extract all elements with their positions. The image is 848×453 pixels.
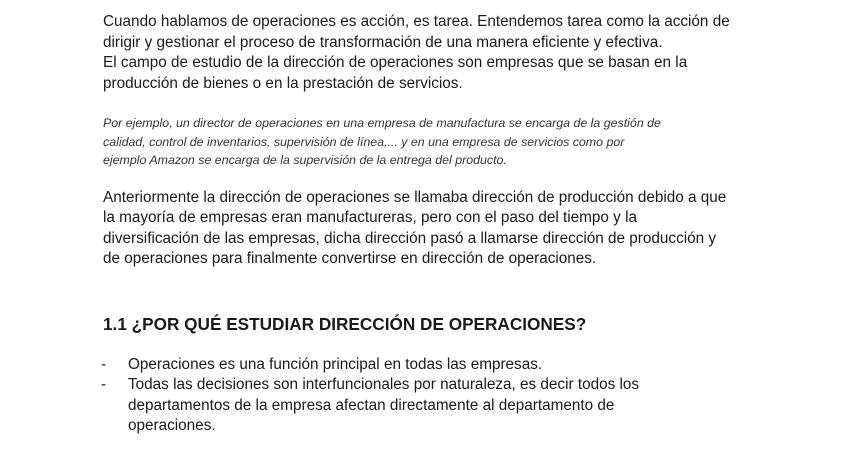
intro-paragraph xyxy=(103,12,753,94)
text-line: ejemplo Amazon se encarga de la supervisión de la entrega del producto. xyxy=(103,153,507,168)
text-line: Anteriormente la dirección de operaciones se llamaba dirección de producción debido a que xyxy=(103,188,727,206)
bullet-marker: - xyxy=(101,355,107,373)
list-item xyxy=(77,375,753,437)
text-line: calidad, control de inventarios, supervisión de línea,... y en una empresa de servicios como por xyxy=(103,134,625,149)
example-paragraph xyxy=(103,114,753,170)
list-item xyxy=(77,355,753,376)
text-line: departamentos de la empresa afectan directamente al departamento de xyxy=(128,396,615,414)
text-line: dirigir y gestionar el proceso de transformación de una manera eficiente y efectiva. xyxy=(103,33,663,51)
history-paragraph xyxy=(103,188,753,270)
text-line: la mayoría de empresas eran manufactureras, pero con el paso del tiempo y la xyxy=(103,209,637,227)
text-line: Cuando hablamos de operaciones es acción, es tarea. Entendemos tarea como la acción de xyxy=(103,13,730,30)
document-page xyxy=(103,12,753,453)
text-line: de operaciones para finalmente convertirse en dirección de operaciones. xyxy=(103,250,597,268)
text-line: El campo de estudio de la dirección de operaciones son empresas que se basan en la xyxy=(103,54,688,71)
section-heading: 1.1 ¿POR QUÉ ESTUDIAR DIRECCIÓN DE OPERACIONES? xyxy=(103,313,587,334)
text-line: producción de bienes o en la prestación de servicios. xyxy=(103,74,463,92)
text-line: diversificación de las empresas, dicha dirección pasó a llamarse dirección de producción y xyxy=(103,229,717,247)
text-line: Todas las decisiones son interfuncionales por naturaleza, es decir todos los xyxy=(128,376,640,394)
bullet-marker: - xyxy=(101,376,107,394)
text-line: Operaciones es una función principal en todas las empresas. xyxy=(128,355,543,373)
text-line: Por ejemplo, un director de operaciones en una empresa de manufactura se encarga de la gestión de xyxy=(103,116,661,130)
text-line: operaciones. xyxy=(128,417,216,435)
bullet-list xyxy=(103,355,753,437)
